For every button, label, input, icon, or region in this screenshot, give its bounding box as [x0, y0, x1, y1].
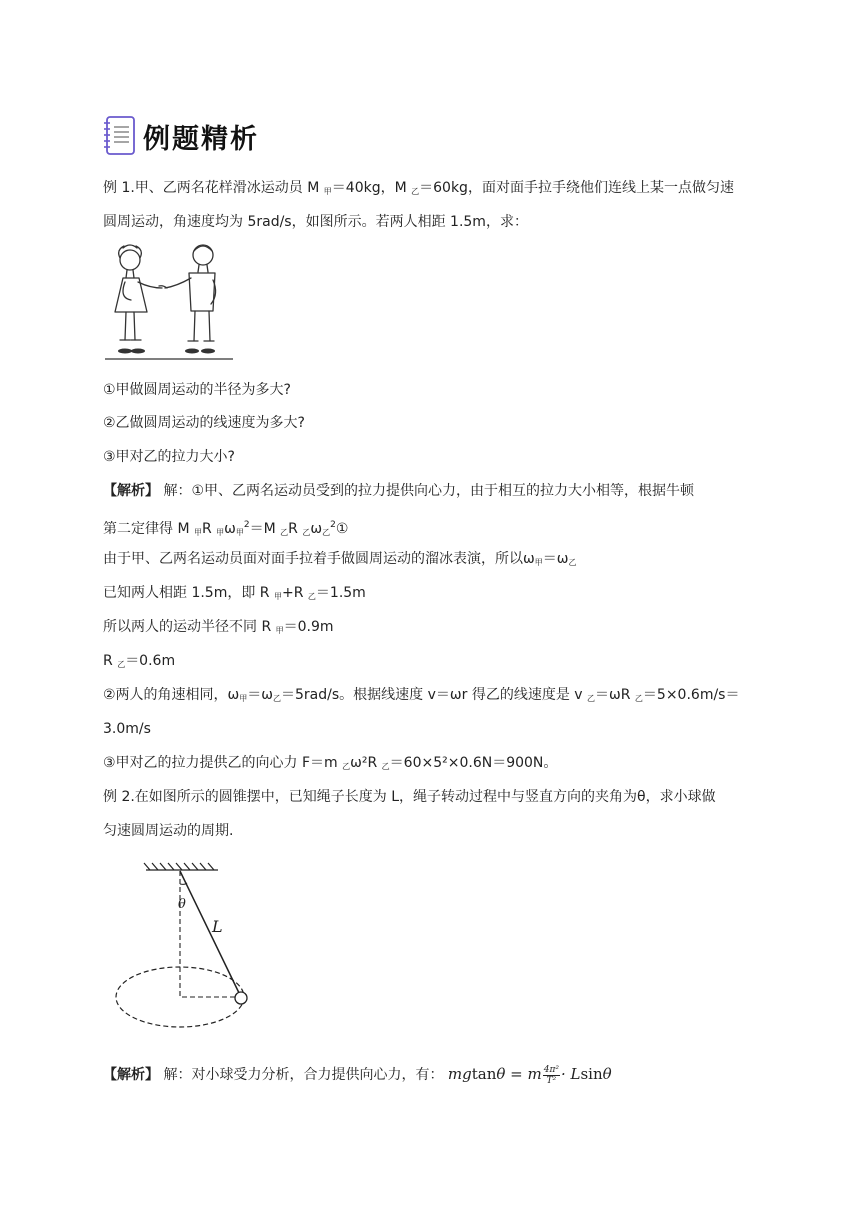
example1-solution-line3: 由于甲、乙两名运动员面对面手拉着手做圆周运动的溜冰表演，所以$\omega_甲=\omega_乙$: [103, 551, 577, 567]
example1-line1: 例 1.甲、乙两名花样滑冰运动员 M $_甲$＝40kg，M $_乙$＝60kg，面对面手拉手绕他们连线上某一点做匀速: [103, 180, 734, 196]
example2-line1: 例 2.在如图所示的圆锥摆中，已知绳子长度为 L，绳子转动过程中与竖直方向的夹角为θ，求小球做: [103, 789, 716, 805]
example1-solution-line7: ②两人的角速相同，$\omega_甲=\omega_乙=5rad/s$。根据线速度 v＝ωr 得乙的线速度是 v $_乙$＝ωR $_乙$＝5×0.6m/s＝: [103, 687, 740, 703]
example1-solution-line2: 第二定律得 M $_甲$R $_甲\omega_甲^2=M$ $_乙$R $_乙\omega_乙^2①$: [103, 520, 349, 537]
example1-question2: ②乙做圆周运动的线速度为多大?: [103, 415, 305, 431]
example1-question3: ③甲对乙的拉力大小?: [103, 449, 235, 465]
example1-solution-line8: 3.0m/s: [103, 721, 151, 737]
example1-line2: 圆周运动，角速度均为 5rad/s，如图所示。若两人相距 1.5m，求：: [103, 214, 528, 230]
example1-solution-line9: ③甲对乙的拉力提供乙的向心力 F＝m $_乙$ω²R $_乙$＝60×5²×0.6N＝900N。: [103, 755, 558, 771]
heading-title: 例题精析: [143, 123, 259, 155]
example2-solution: 【解析】 解：对小球受力分析，合力提供向心力，有： mgtanθ = m $\frac{\text{4π²}}{\text{T²}}$ · Lsinθ: [103, 1064, 612, 1086]
theta-label: θ: [178, 897, 186, 912]
example1-question1: ①甲做圆周运动的半径为多大?: [103, 382, 291, 398]
conical-pendulum-figure: [110, 860, 260, 1032]
length-label: L: [212, 917, 223, 936]
example2-line2: 匀速圆周运动的周期.: [103, 823, 234, 839]
example1-solution-line1: 【解析】 解：①甲、乙两名运动员受到的拉力提供向心力，由于相互的拉力大小相等，根据牛顿: [103, 483, 694, 499]
example1-solution-line4: 已知两人相距 1.5m，即 R $_甲$+R $_乙$＝1.5m: [103, 585, 366, 601]
period-formula: mgtanθ = m $\frac{\text{4π²}}{\text{T²}}$ · Lsinθ: [447, 1064, 612, 1086]
solution-tag: 【解析】: [103, 483, 159, 499]
example1-solution-line6: R $_乙$＝0.6m: [103, 653, 176, 669]
solution-tag-2: 【解析】: [103, 1067, 159, 1083]
skaters-figure: [103, 240, 235, 362]
example1-solution-line5: 所以两人的运动半径不同 R $_甲$＝0.9m: [103, 619, 334, 635]
section-heading: [103, 114, 259, 158]
notebook-icon: [103, 115, 137, 157]
